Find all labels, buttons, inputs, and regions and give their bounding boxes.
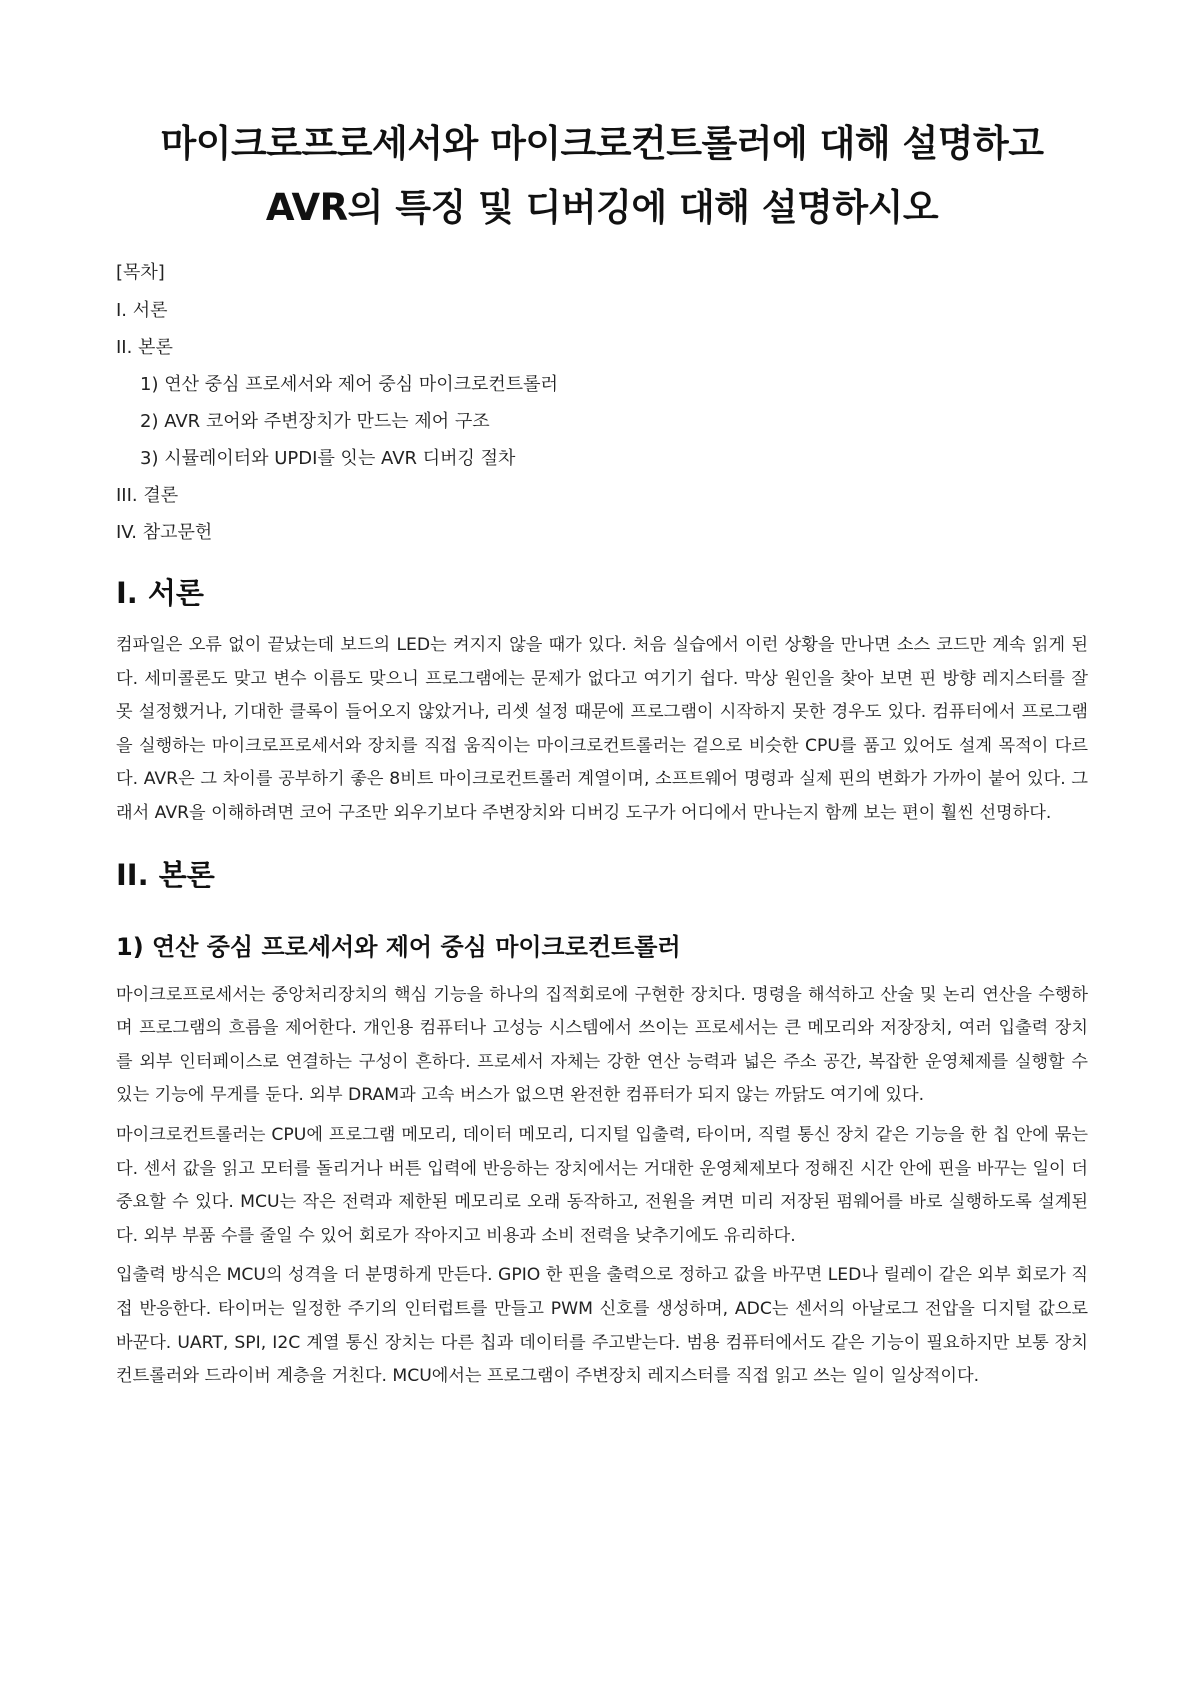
toc-item-intro: I. 서론	[116, 300, 168, 321]
intro-paragraph: 컴파일은 오류 없이 끝났는데 보드의 LED는 켜지지 않을 때가 있다. 처음 실습에서 이런 상황을 만나면 소스 코드만 계속 읽게 된다. 세미콜론도 맞고 변수 이름도 맞으니 프로그램에는 문제가 없다고 여기기 쉽다. 막상 원인을 찾아 보면 핀 방향 레지스터를 잘못 설정했거나, 기대한 클록이 들어오지 않았거나, 리셋 설정 때문에 프로그램이 시작하지 못한 경우도 있다. 컴퓨터에서 프로그램을 실행하는 마이크로프로세서와 장치를 직접 움직이는 마이크로컨트롤러는 겉으로 비슷한 CPU를 품고 있어도 설계 목적이 다르다. AVR은 그 차이를 공부하기 좋은 8비트 마이크로컨트롤러 계열이며, 소프트웨어 명령과 실제 핀의 변화가 가까이 붙어 있다. 그래서 AVR을 이해하려면 코어 구조만 외우기보다 주변장치와 디버깅 도구가 어디에서 만나는지 함께 보는 편이 훨씬 선명하다.	[116, 635, 1088, 823]
toc-item-body: II. 본론	[116, 337, 173, 358]
toc-item-conclusion: III. 결론	[116, 485, 179, 506]
toc-item-body-2: 2) AVR 코어와 주변장치가 만드는 제어 구조	[140, 411, 490, 432]
table-of-contents	[116, 254, 1088, 551]
document-title: 마이크로프로세서와 마이크로컨트롤러에 대해 설명하고 AVR의 특징 및 디버깅에 대해 설명하시오	[160, 122, 1044, 229]
toc-item-references: IV. 참고문헌	[116, 522, 213, 543]
section-heading-intro: I. 서론	[116, 576, 204, 610]
toc-header: [목차]	[116, 262, 165, 283]
body-paragraph-3: 입출력 방식은 MCU의 성격을 더 분명하게 만든다. GPIO 한 핀을 출력으로 정하고 값을 바꾸면 LED나 릴레이 같은 외부 회로가 직접 반응한다. 타이머는 일정한 주기의 인터럽트를 만들고 PWM 신호를 생성하며, ADC는 센서의 아날로그 전압을 디지털 값으로 바꾼다. UART, SPI, I2C 계열 통신 장치는 다른 칩과 데이터를 주고받는다. 범용 컴퓨터에서도 같은 기능이 필요하지만 보통 장치 컨트롤러와 드라이버 계층을 거친다. MCU에서는 프로그램이 주변장치 레지스터를 직접 읽고 쓰는 일이 일상적이다.	[116, 1265, 1088, 1387]
body-paragraph-2: 마이크로컨트롤러는 CPU에 프로그램 메모리, 데이터 메모리, 디지털 입출력, 타이머, 직렬 통신 장치 같은 기능을 한 칩 안에 묶는다. 센서 값을 읽고 모터를 돌리거나 버튼 입력에 반응하는 장치에서는 거대한 운영체제보다 정해진 시간 안에 핀을 바꾸는 일이 더 중요할 수 있다. MCU는 작은 전력과 제한된 메모리로 오래 동작하고, 전원을 켜면 미리 저장된 펌웨어를 바로 실행하도록 설계된다. 외부 부품 수를 줄일 수 있어 회로가 작아지고 비용과 소비 전력을 낮추기에도 유리하다.	[116, 1124, 1088, 1246]
section-heading-body: II. 본론	[116, 857, 215, 892]
subsection-heading-1: 1) 연산 중심 프로세서와 제어 중심 마이크로컨트롤러	[116, 932, 681, 961]
body-paragraph-1: 마이크로프로세서는 중앙처리장치의 핵심 기능을 하나의 집적회로에 구현한 장치다. 명령을 해석하고 산술 및 논리 연산을 수행하며 프로그램의 흐름을 제어한다. 개인용 컴퓨터나 고성능 시스템에서 쓰이는 프로세서는 큰 메모리와 저장장치, 여러 입출력 장치를 외부 인터페이스로 연결하는 구성이 흔하다. 프로세서 자체는 강한 연산 능력과 넓은 주소 공간, 복잡한 운영체제를 실행할 수 있는 기능에 무게를 둔다. 외부 DRAM과 고속 버스가 없으면 완전한 컴퓨터가 되지 않는 까닭도 여기에 있다.	[116, 984, 1088, 1106]
toc-item-body-1: 1) 연산 중심 프로세서와 제어 중심 마이크로컨트롤러	[140, 374, 558, 395]
toc-item-body-3: 3) 시뮬레이터와 UPDI를 잇는 AVR 디버깅 절차	[140, 448, 516, 469]
